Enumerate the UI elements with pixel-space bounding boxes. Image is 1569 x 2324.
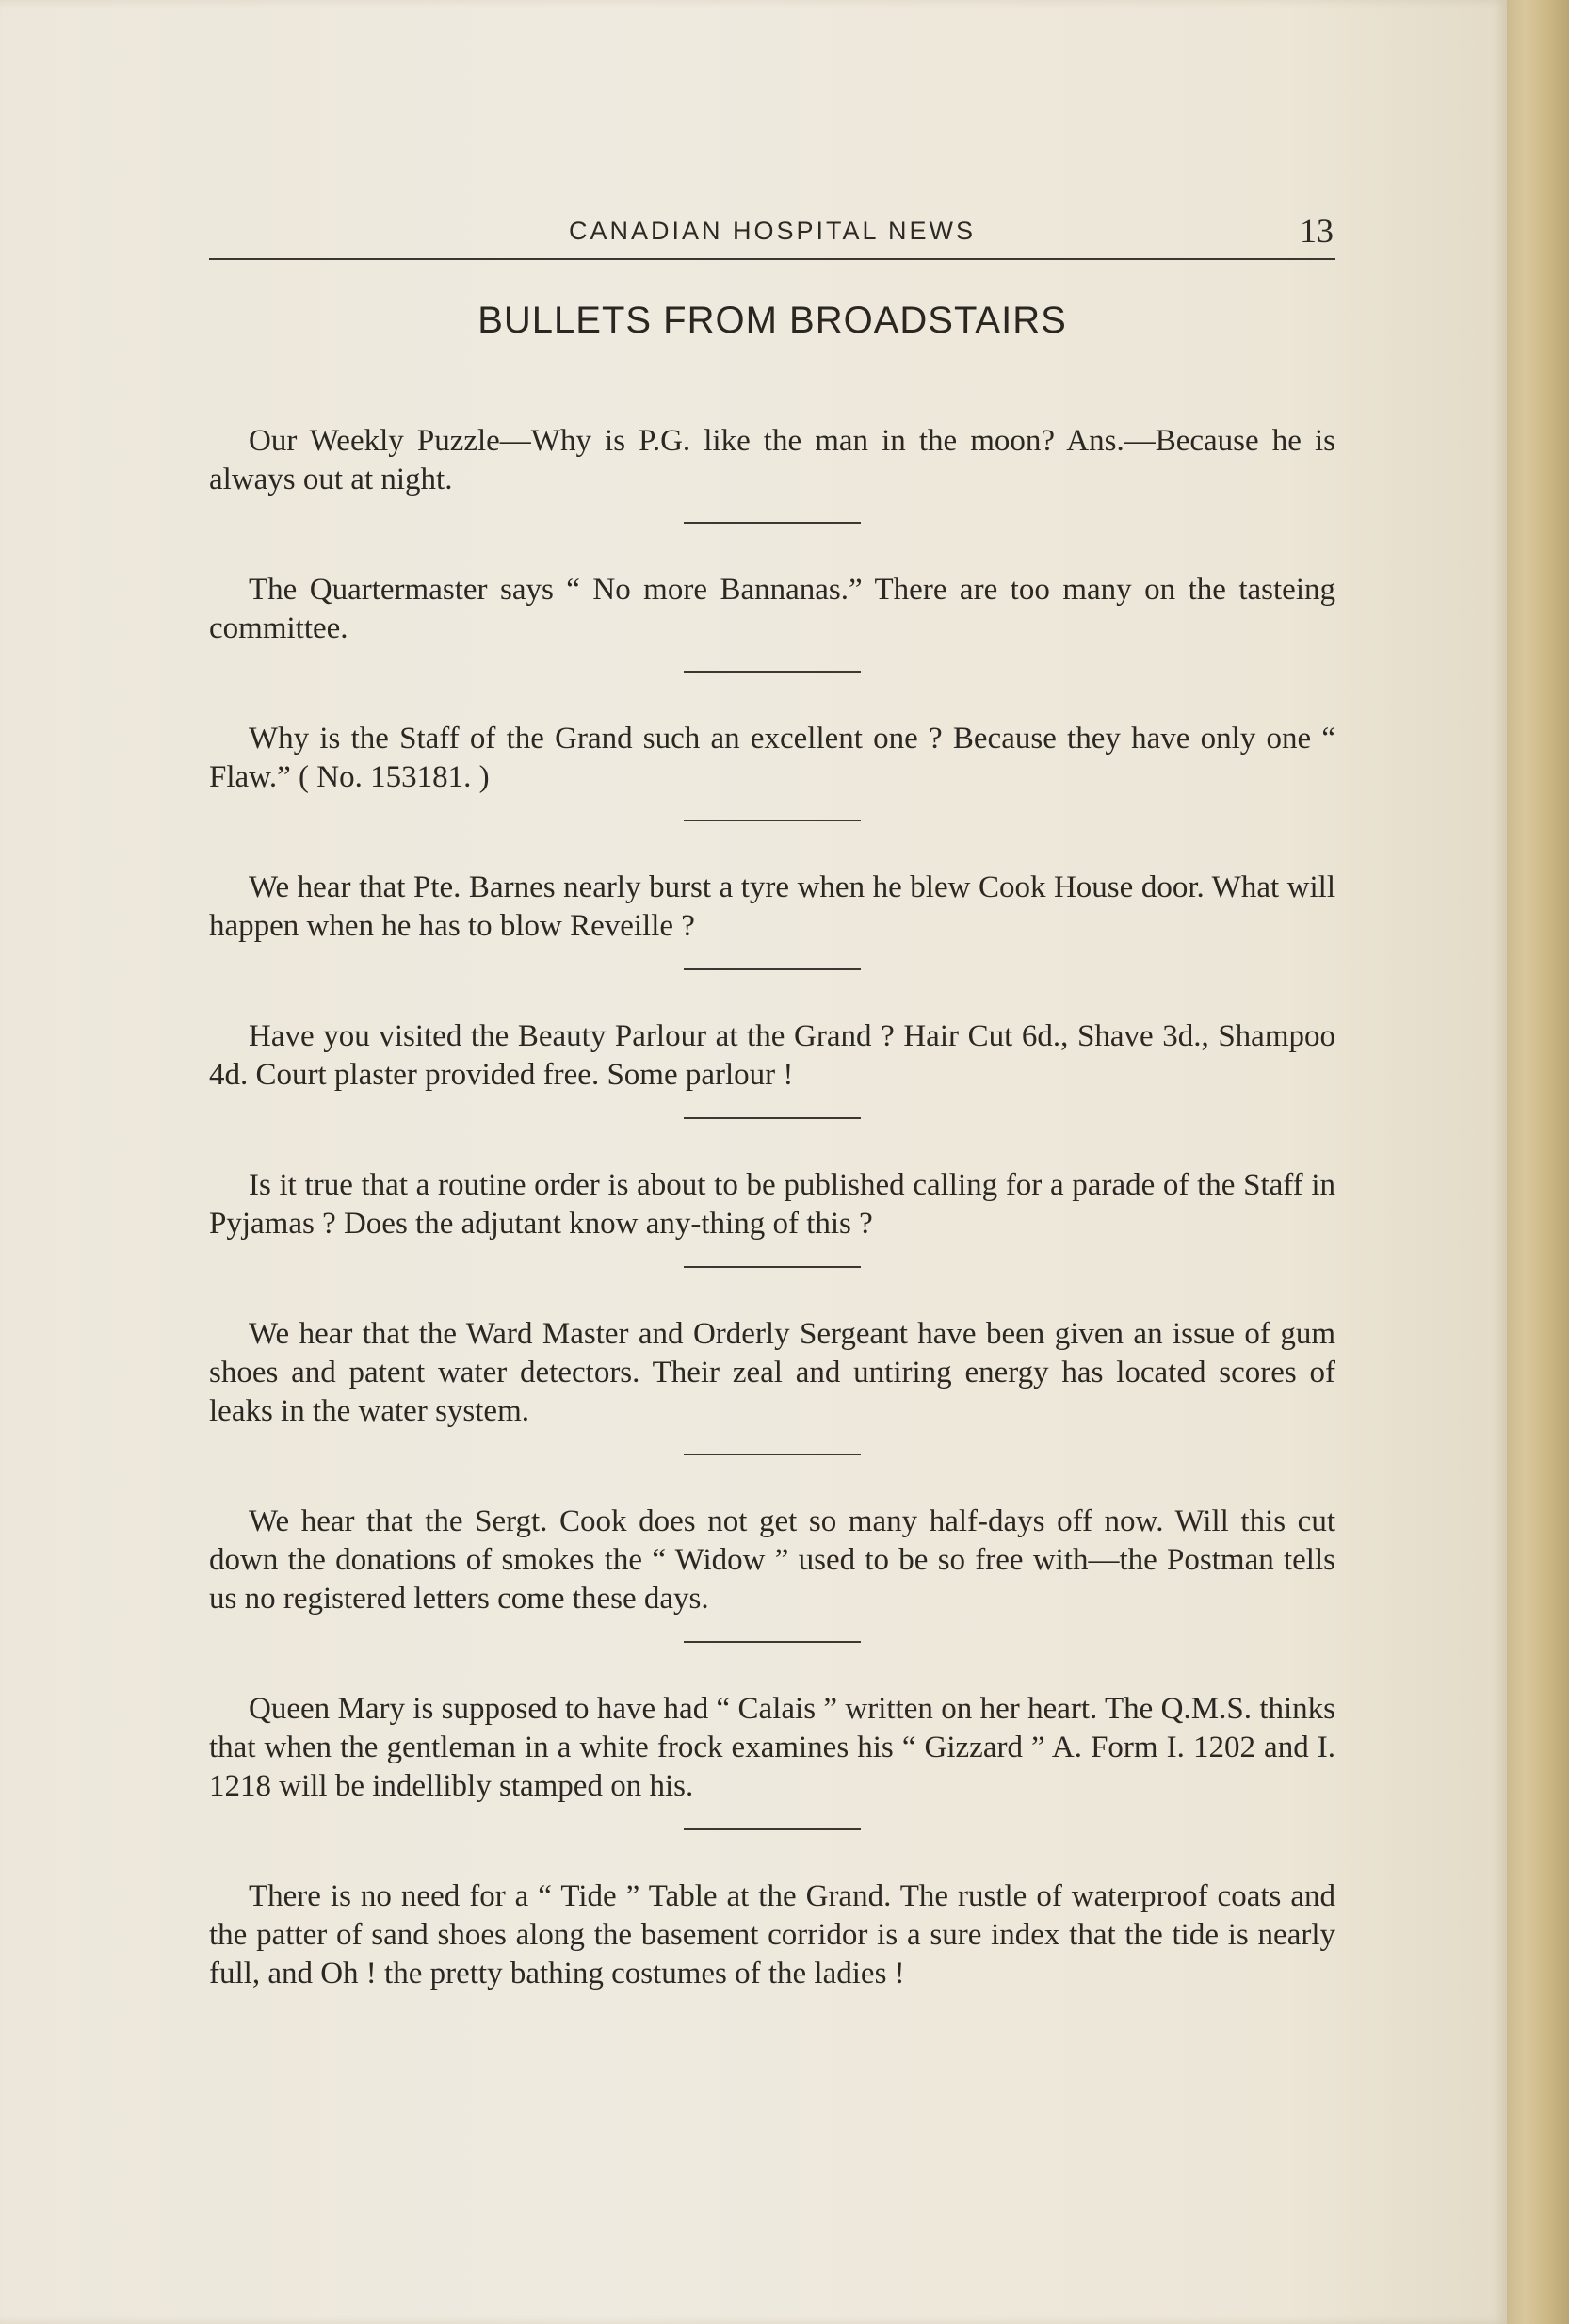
separator-rule	[684, 1454, 861, 1455]
bullet-item	[209, 1315, 1335, 1455]
separator-rule	[684, 1828, 861, 1830]
item-text: Is it true that a routine order is about to be published calling for a parade of the Staff in Pyjamas ? Does the adjutant know any-thing of this ?	[209, 1168, 1335, 1241]
separator-rule	[684, 522, 861, 524]
bullet-item	[209, 1166, 1335, 1268]
bullet-item	[209, 422, 1335, 524]
separator-rule	[684, 820, 861, 821]
page-number: 13	[1300, 212, 1334, 250]
item-text: Why is the Staff of the Grand such an excellent one ? Because they have only one “ Flaw.” ( No. 153181. )	[209, 722, 1335, 794]
bullet-item	[209, 1877, 1335, 1993]
bullet-item	[209, 869, 1335, 970]
item-text: There is no need for a “ Tide ” Table at the Grand. The rustle of waterproof coats and the patter of sand shoes along the basement corridor is a sure index that the tide is nearly full, and Oh ! the pretty bathing costumes of the ladies !	[209, 1879, 1335, 1991]
item-text: Queen Mary is supposed to have had “ Calais ” written on her heart. The Q.M.S. thinks that when the gentleman in a white frock examines his “ Gizzard ” A. Form I. 1202 and I. 1218 will be indellibly stamped on his.	[209, 1692, 1335, 1803]
bullet-item	[209, 1503, 1335, 1643]
separator-rule	[684, 671, 861, 673]
page-header	[209, 209, 1335, 260]
bullet-item	[209, 571, 1335, 673]
item-text: Have you visited the Beauty Parlour at the Grand ? Hair Cut 6d., Shave 3d., Shampoo 4d. Court plaster provided free. Some parlour !	[209, 1019, 1335, 1092]
article-title: BULLETS FROM BROADSTAIRS	[477, 300, 1067, 341]
bullet-items-list	[209, 422, 1335, 1993]
item-text: The Quartermaster says “ No more Bannanas.” There are too many on the tasteing committee.	[209, 573, 1335, 645]
page-edge	[1507, 0, 1569, 2324]
item-text: We hear that Pte. Barnes nearly burst a tyre when he blew Cook House door. What will happen when he has to blow Reveille ?	[209, 870, 1335, 943]
item-text: We hear that the Ward Master and Orderly Sergeant have been given an issue of gum shoes and patent water detectors. Their zeal and untiring energy has located scores of leaks in the water system.	[209, 1317, 1335, 1428]
running-head: CANADIAN HOSPITAL NEWS	[568, 217, 977, 245]
bullet-item	[209, 1017, 1335, 1119]
separator-rule	[684, 1117, 861, 1119]
item-text: We hear that the Sergt. Cook does not get so many half-days off now. Will this cut down the donations of smokes the “ Widow ” used to be so free with—the Postman tells us no registered letters come these days.	[209, 1504, 1335, 1616]
separator-rule	[684, 968, 861, 970]
separator-rule	[684, 1641, 861, 1643]
item-text: Our Weekly Puzzle—Why is P.G. like the man in the moon? Ans.—Because he is always out at night.	[209, 424, 1335, 496]
bullet-item	[209, 1690, 1335, 1830]
separator-rule	[684, 1266, 861, 1268]
bullet-item	[209, 720, 1335, 821]
